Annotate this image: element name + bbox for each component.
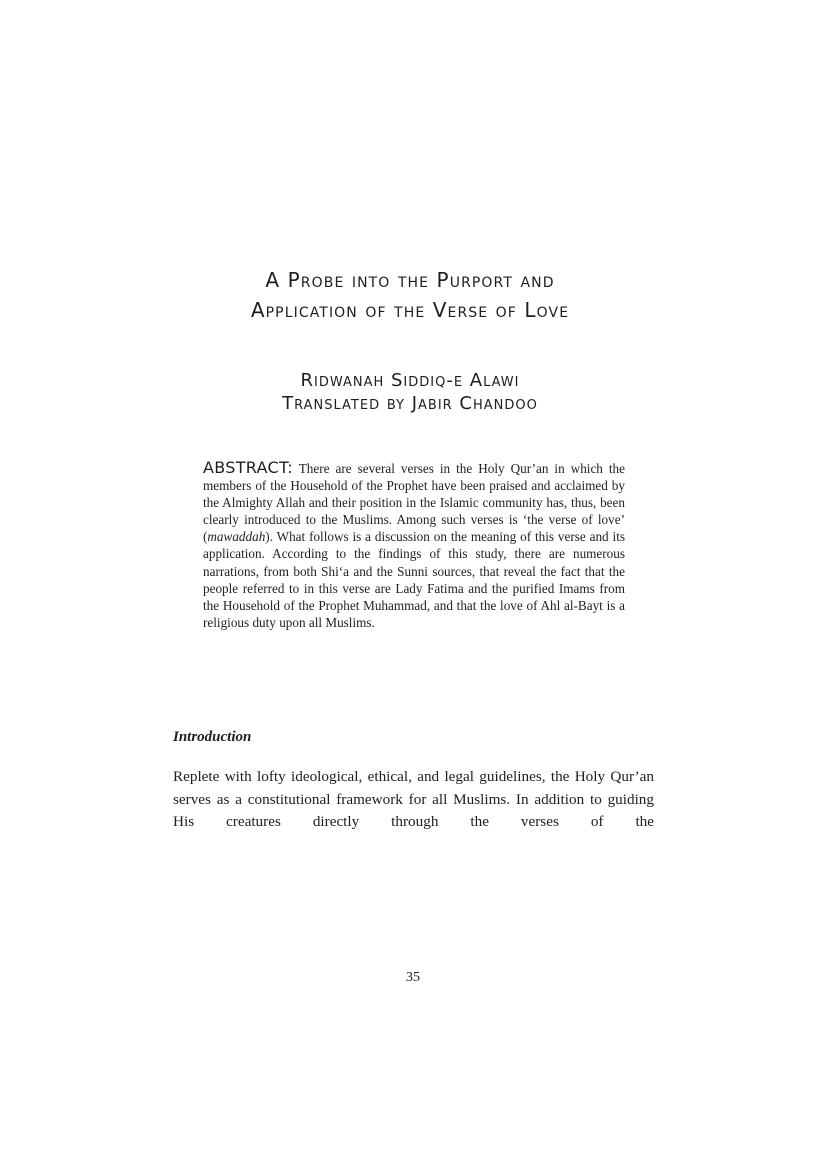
abstract-label: ABSTRACT:	[203, 458, 293, 477]
author-name: Ridwanah Siddiq-e Alawi	[300, 370, 520, 391]
page-number: 35	[406, 970, 420, 985]
abstract-text-part-1: There are several verses in the Holy Qur’an in which the members of the Household of the Prophet have been praised and acclaimed by the Almighty Allah and their position in the Islamic community has, thus, been clearly introduced to the Muslims. Among such verses is ‘the verse of love’ (	[203, 461, 625, 545]
article-title-line-1: A Probe into the Purport and	[265, 268, 555, 292]
abstract-block	[203, 459, 625, 631]
translator-credit: Translated by Jabir Chandoo	[282, 393, 538, 414]
abstract-italic-term: mawaddah	[207, 529, 266, 545]
article-title-line-2: Application of the Verse of Love	[250, 298, 570, 322]
abstract-text-part-2: ). What follows is a discussion on the meaning of this verse and its application. According to the findings of this study, there are numerous narrations, from both Shi‘a and the Sunni sources, that reveal the fact that the people referred to in this verse are Lady Fatima and the purified Imams from the Household of the Prophet Muhammad, and that the love of Ahl al-Bayt is a religious duty upon all Muslims.	[203, 529, 625, 630]
introduction-heading: Introduction	[173, 729, 252, 745]
introduction-paragraph: Replete with lofty ideological, ethical, and legal guidelines, the Holy Qur’an serves as a constitutional framework for all Muslims. In addition to guiding His creatures directly through the verses of the	[173, 768, 654, 831]
